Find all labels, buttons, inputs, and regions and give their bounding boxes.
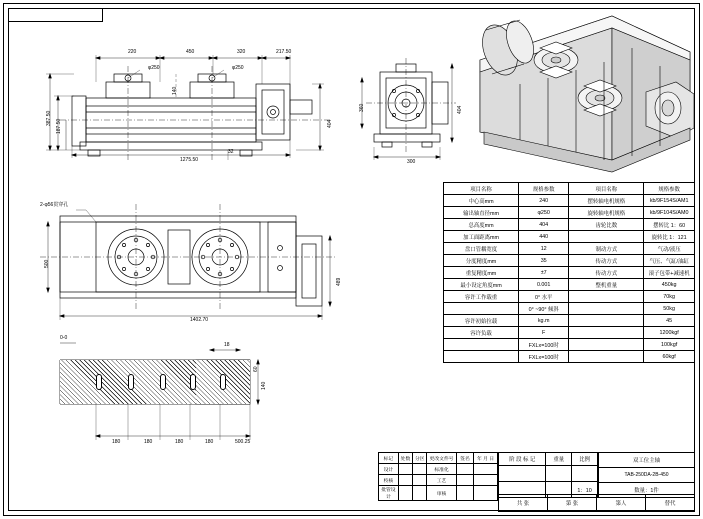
spec-cell: 滚子包带+减速机 — [644, 267, 695, 279]
title-cell: 标准化 — [427, 464, 456, 475]
spec-cell: 0° 水平 — [519, 291, 569, 303]
title-cell — [413, 475, 427, 486]
dim-187-50: 187.50 — [56, 118, 62, 134]
spec-cell — [569, 327, 644, 339]
dim-500: 500 — [44, 259, 50, 268]
dim-180-a: 180 — [112, 439, 121, 445]
dim-1275-50: 1275.50 — [180, 157, 199, 163]
part-code-cell: TAB-250DA-2B-450 — [599, 468, 695, 483]
title-block-part — [598, 452, 695, 498]
spec-cell: 整机重量 — [569, 279, 644, 291]
bottom-cell: 替代 — [646, 495, 695, 512]
title-cell: 年 月 日 — [474, 453, 498, 464]
title-cell: 审核 — [427, 486, 456, 501]
spec-cell: F — [519, 327, 569, 339]
spec-cell: 60kgf — [644, 351, 695, 363]
dim-140-sec: 140 — [261, 381, 267, 390]
spec-cell: 容许初始拉载 — [444, 315, 519, 327]
title-cell: 处数 — [398, 453, 412, 464]
spec-cell: 450kg — [644, 279, 695, 291]
dim-217-50: 217.50 — [276, 49, 292, 55]
bottom-cell: 第人 — [597, 495, 646, 512]
title-cell: 工艺 — [427, 475, 456, 486]
spec-cell: 容许负载 — [444, 327, 519, 339]
stage-header-cell: 重量 — [546, 453, 572, 466]
dim-220: 220 — [128, 49, 137, 55]
stage-cell — [572, 466, 598, 482]
title-cell — [474, 486, 498, 501]
dim-450: 450 — [186, 49, 195, 55]
title-cell — [398, 475, 412, 486]
spec-cell: 最小设定角度mm — [444, 279, 519, 291]
spec-cell: 12 — [519, 243, 569, 255]
spec-cell: 传动方式 — [569, 255, 644, 267]
spec-cell: 45 — [644, 315, 695, 327]
spec-cell: kg.m — [519, 315, 569, 327]
title-cell — [456, 475, 473, 486]
spec-cell: FXLx=100时 — [519, 351, 569, 363]
dim-500-25: 500.25 — [235, 439, 251, 445]
title-cell: 分区 — [413, 453, 427, 464]
spec-cell: 摆转比 1：60 — [644, 219, 695, 231]
dim-phi250-left: φ250 — [148, 65, 160, 71]
spec-row — [444, 315, 695, 327]
spec-cell: 35 — [519, 255, 569, 267]
stage-row — [499, 466, 598, 482]
spec-cell: 70kg — [644, 291, 695, 303]
spec-cell: 气动/液压 — [644, 243, 695, 255]
spec-cell: 输出轴直径mm — [444, 207, 519, 219]
spec-cell: 加工面距离mm — [444, 231, 519, 243]
title-cell — [413, 464, 427, 475]
spec-cell: 盘口管耦宽度 — [444, 243, 519, 255]
spec-row — [444, 195, 695, 207]
spec-cell: 240 — [519, 195, 569, 207]
spec-cell — [444, 303, 519, 315]
dim-18: 18 — [224, 342, 230, 348]
title-row — [379, 464, 498, 475]
title-cell: 设计 — [379, 464, 399, 475]
spec-cell: 容许工作载重 — [444, 291, 519, 303]
dim-180-b: 180 — [144, 439, 153, 445]
title-block-bottom — [498, 494, 695, 512]
spec-cell: 1200kgf — [644, 327, 695, 339]
dim-180-c: 180 — [175, 439, 184, 445]
spec-cell: 旋转轴电机规格 — [569, 207, 644, 219]
spec-row — [444, 219, 695, 231]
dim-140: 140 — [172, 86, 178, 95]
spec-cell: 分度精度mm — [444, 255, 519, 267]
stage-header-row — [499, 453, 598, 466]
stage-header-cell: 比例 — [572, 453, 598, 466]
spec-row — [444, 291, 695, 303]
spec-row — [444, 351, 695, 363]
part-name-cell: 双工位主轴 — [599, 453, 695, 468]
spec-cell: 齿轮比数 — [569, 219, 644, 231]
spec-cell: 440 — [519, 231, 569, 243]
spec-row — [444, 267, 695, 279]
spec-cell — [569, 339, 644, 351]
bottom-cell: 共 张 — [499, 495, 548, 512]
spec-table — [443, 182, 695, 363]
title-block-stage — [498, 452, 598, 498]
title-cell — [474, 464, 498, 475]
spec-cell — [569, 315, 644, 327]
title-row — [379, 475, 498, 486]
spec-cell: φ250 — [519, 207, 569, 219]
spec-cell — [569, 351, 644, 363]
spec-cell: 100kgf — [644, 339, 695, 351]
spec-row — [444, 279, 695, 291]
spec-cell: kb/9F154S/AM1 — [644, 195, 695, 207]
title-row — [379, 453, 498, 464]
dim-404-right: 404 — [327, 119, 333, 128]
spec-row — [444, 207, 695, 219]
stage-cell — [546, 466, 572, 482]
title-cell: 更改文件号 — [427, 453, 456, 464]
spec-cell — [569, 231, 644, 243]
spec-row — [444, 339, 695, 351]
quantity-cell: 数量：1件 — [599, 483, 695, 498]
spec-cell: 404 — [519, 219, 569, 231]
spec-cell: FXLx=100时 — [519, 339, 569, 351]
title-block-left — [378, 452, 498, 501]
spec-header-cell: 项目名称 — [444, 183, 519, 195]
spec-cell: 重复精度mm — [444, 267, 519, 279]
spec-header-cell: 规格参数 — [519, 183, 569, 195]
dim-320: 320 — [237, 49, 246, 55]
dim-32: 32 — [228, 149, 234, 155]
stage-cell: 1：10 — [572, 482, 598, 498]
title-cell: 校核 — [379, 475, 399, 486]
spec-cell: 气压、气缸/油缸 — [644, 255, 695, 267]
title-cell — [413, 486, 427, 501]
dim-60-sec: 60 — [253, 366, 259, 372]
section-label: 0-0 — [60, 335, 68, 341]
title-cell — [398, 486, 412, 501]
spec-header-row — [444, 183, 695, 195]
spec-cell — [569, 291, 644, 303]
spec-cell: 中心高mm — [444, 195, 519, 207]
stage-header-cell: 阶 段 标 记 — [499, 453, 546, 466]
dim-489: 489 — [336, 277, 342, 286]
title-cell — [456, 486, 473, 501]
spec-row — [444, 303, 695, 315]
title-cell: 批管设计 — [379, 486, 399, 501]
title-row — [379, 486, 498, 501]
dim-387-50: 387.50 — [46, 110, 52, 126]
spec-cell: 制动方式 — [569, 243, 644, 255]
spec-cell: ±7 — [519, 267, 569, 279]
stage-cell — [499, 466, 546, 482]
spec-cell: 摆转轴电机规格 — [569, 195, 644, 207]
dim-300: 300 — [407, 159, 416, 165]
spec-cell — [569, 303, 644, 315]
dim-180-d: 180 — [205, 439, 214, 445]
title-cell: 标记 — [379, 453, 399, 464]
spec-row — [444, 243, 695, 255]
spec-header-cell: 规格参数 — [644, 183, 695, 195]
dim-404-front: 404 — [457, 105, 463, 114]
spec-header-cell: 项目名称 — [569, 183, 644, 195]
title-cell — [456, 464, 473, 475]
dim-phi250-right: φ250 — [232, 65, 244, 71]
dim-1402-70: 1402.70 — [190, 317, 209, 323]
spec-cell: 50kg — [644, 303, 695, 315]
spec-cell: kb/9F104S/AM0 — [644, 207, 695, 219]
note-2-phi56: 2-φ56贯穿孔 — [40, 202, 69, 208]
spec-cell: 旋转比 1：121 — [644, 231, 695, 243]
spec-cell: 传动方式 — [569, 267, 644, 279]
dim-360: 360 — [359, 103, 365, 112]
title-cell — [474, 475, 498, 486]
spec-cell: 0° ~90° 倾斜 — [519, 303, 569, 315]
spec-row — [444, 231, 695, 243]
title-cell — [398, 464, 412, 475]
spec-cell — [444, 351, 519, 363]
bottom-cell: 第 张 — [548, 495, 597, 512]
spec-cell: 0.001 — [519, 279, 569, 291]
spec-row — [444, 327, 695, 339]
spec-cell: 总高度mm — [444, 219, 519, 231]
spec-row — [444, 255, 695, 267]
spec-cell — [444, 339, 519, 351]
title-cell: 签名 — [456, 453, 473, 464]
